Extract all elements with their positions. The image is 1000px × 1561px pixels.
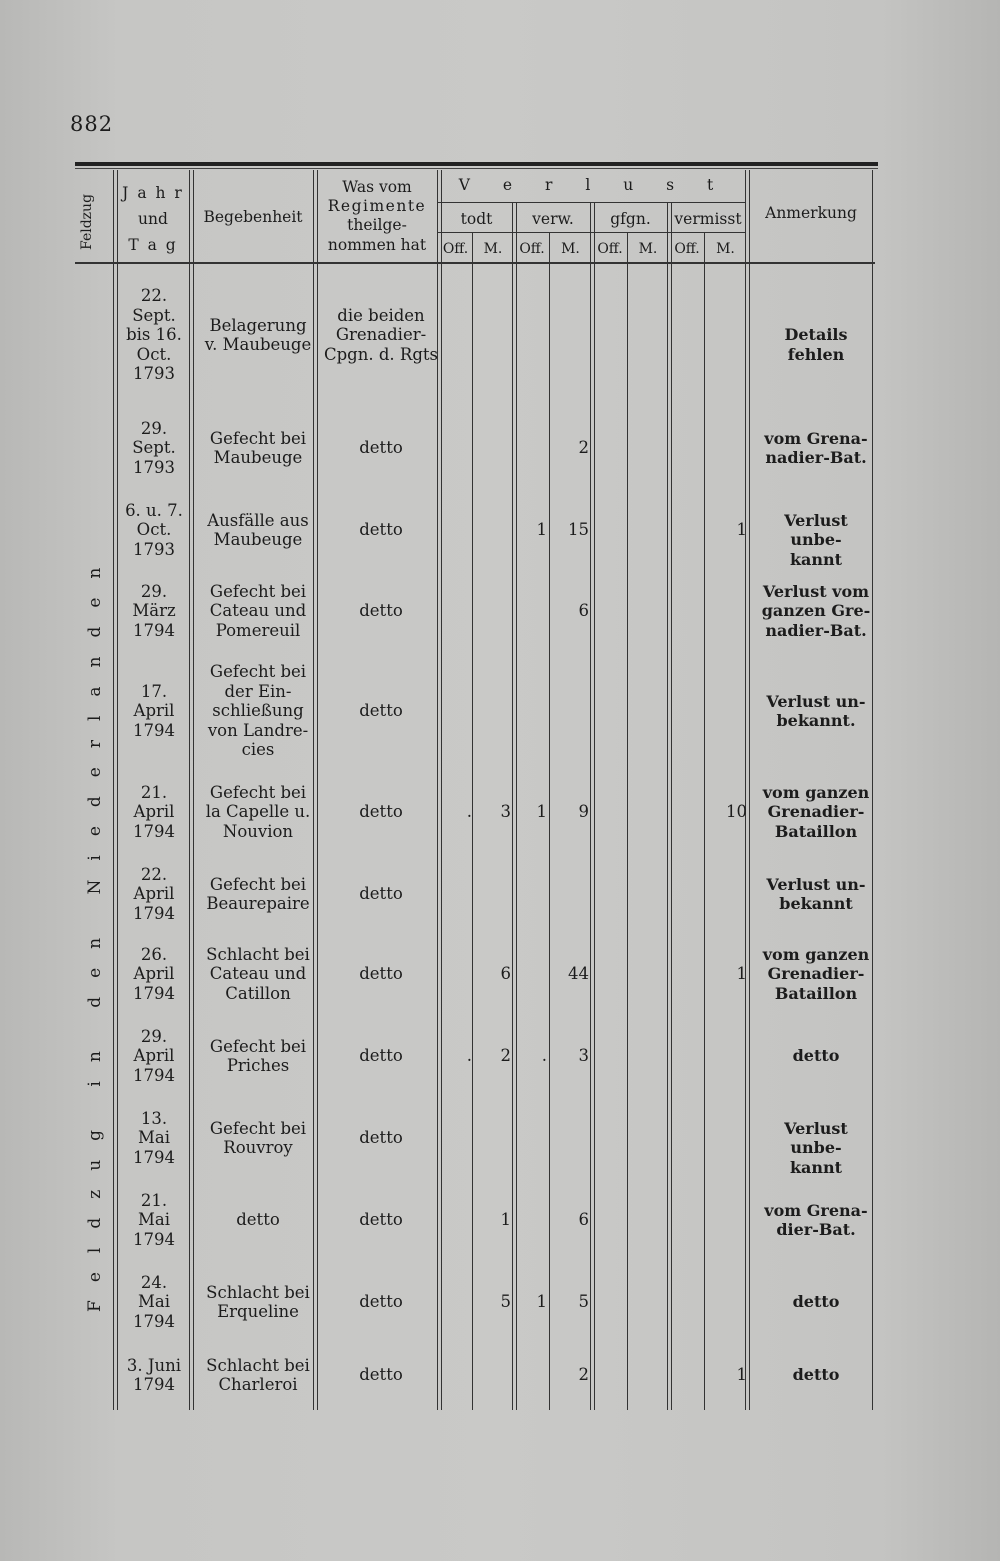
- event-cell-line: Gefecht bei: [209, 874, 307, 894]
- date-cell: [117, 1273, 191, 1332]
- loss-verw-m: 15: [568, 520, 589, 540]
- loss-vermisst-m: 1: [736, 964, 747, 984]
- remark-cell-line: detto: [792, 1046, 840, 1066]
- date-cell-line: 1794: [133, 1065, 175, 1085]
- participants-cell: [320, 1046, 442, 1066]
- remark-cell: [758, 1292, 874, 1312]
- participants-cell-line: detto: [359, 1292, 403, 1312]
- date-cell-line: 22.: [140, 864, 168, 884]
- date-cell-line: 1794: [133, 1229, 175, 1249]
- top-rule: [75, 162, 878, 166]
- header-todt-off: Off.: [442, 241, 469, 257]
- event-cell-line: Priches: [226, 1056, 290, 1075]
- campaign-side-label: Feldzug in den Niederlanden: [85, 548, 105, 1312]
- event-cell-line: Belagerung: [209, 315, 307, 335]
- remark-cell: [758, 429, 874, 468]
- table-row: [75, 1262, 875, 1342]
- event-cell-line: von Landre-: [207, 720, 309, 740]
- loss-todt-m: 2: [500, 1046, 511, 1066]
- table-row: [75, 1098, 875, 1178]
- participants-cell-line: detto: [359, 964, 403, 984]
- date-cell-line: April: [133, 701, 175, 721]
- date-cell-line: 1794: [133, 620, 175, 640]
- loss-verw-m: 9: [578, 802, 589, 822]
- event-cell: [195, 429, 321, 468]
- header-bottom-rule: [75, 262, 875, 264]
- event-cell-line: Gefecht bei: [209, 1036, 307, 1056]
- remark-cell-line: detto: [792, 1292, 840, 1312]
- loss-todt-off: .: [466, 802, 472, 822]
- date-cell-line: 29.: [140, 581, 168, 601]
- header-todt-m: M.: [483, 241, 503, 257]
- remark-cell-line: Grenadier-: [767, 964, 865, 984]
- header-gfgn-off: Off.: [597, 241, 623, 257]
- participants-cell-line: detto: [359, 438, 403, 458]
- event-cell-line: Cateau und: [209, 964, 307, 984]
- event-cell-line: Erqueline: [217, 1302, 299, 1321]
- header-todt: todt: [460, 210, 493, 228]
- event-cell-line: v. Maubeuge: [204, 335, 312, 354]
- participants-cell: [320, 964, 442, 984]
- remark-cell-line: Verlust vom: [762, 581, 870, 601]
- remark-cell-line: bekannt.: [776, 711, 856, 730]
- loss-verw-m: 3: [578, 1046, 589, 1066]
- participants-cell-line: detto: [359, 601, 403, 621]
- remark-cell-line: kannt: [789, 549, 843, 569]
- remark-cell: [758, 325, 874, 364]
- remark-cell-line: vom Grena-: [764, 1200, 868, 1220]
- event-cell-line: Nouvion: [222, 821, 294, 841]
- date-cell-line: 24.: [140, 1272, 168, 1292]
- loss-vermisst-m: 1: [736, 1365, 747, 1385]
- date-cell-line: bis 16.: [126, 325, 182, 345]
- participants-cell: [320, 306, 442, 365]
- participants-cell: [320, 1128, 442, 1148]
- table-row: [75, 652, 875, 770]
- header-und: und: [138, 210, 168, 228]
- event-cell: [195, 945, 321, 1004]
- event-cell-line: Maubeuge: [213, 530, 303, 549]
- loss-table: [75, 170, 875, 1410]
- header-theilge: theilge-: [347, 216, 407, 234]
- event-cell-line: Rouvroy: [223, 1138, 293, 1157]
- header-vermisst-m: M.: [716, 241, 735, 257]
- participants-cell-line: detto: [359, 1210, 403, 1230]
- table-row: [75, 772, 875, 852]
- date-cell-line: 1793: [133, 364, 175, 384]
- remark-cell-line: vom Grena-: [764, 428, 868, 448]
- event-cell-line: Beaurepaire: [206, 894, 310, 913]
- header-anmerkung: Anmerkung: [765, 204, 857, 222]
- date-cell-line: 21.: [140, 1190, 168, 1210]
- date-cell-line: 1794: [133, 983, 175, 1003]
- top-rule-thin: [75, 168, 878, 169]
- event-cell: [195, 662, 321, 760]
- event-cell-line: Schlacht bei: [206, 944, 310, 964]
- header-gfgn-m: M.: [638, 241, 658, 257]
- event-cell-line: Gefecht bei: [209, 428, 307, 448]
- loss-verw-off: 1: [536, 520, 547, 540]
- date-cell-line: 29.: [140, 1026, 168, 1046]
- participants-cell-line: detto: [359, 1128, 403, 1148]
- participants-cell-line: detto: [359, 520, 403, 540]
- date-cell-line: Sept.: [132, 438, 176, 458]
- remark-cell-line: Verlust unbe-: [784, 1118, 848, 1157]
- date-cell: [117, 682, 191, 741]
- loss-verw-m: 44: [568, 964, 589, 984]
- remark-cell: [758, 1365, 874, 1385]
- date-cell-line: April: [133, 1046, 175, 1066]
- date-cell-line: 1794: [133, 821, 175, 841]
- participants-cell-line: detto: [359, 884, 403, 904]
- date-cell-line: Mai: [137, 1210, 170, 1230]
- event-cell: [195, 1037, 321, 1076]
- participants-cell: [320, 701, 442, 721]
- event-cell: [195, 316, 321, 355]
- date-cell-line: 26.: [140, 944, 168, 964]
- event-cell: [195, 1356, 321, 1395]
- date-cell: [117, 783, 191, 842]
- remark-cell: [758, 511, 874, 570]
- event-cell-line: cies: [241, 740, 275, 760]
- remark-cell-line: Verlust un-: [766, 691, 866, 711]
- loss-vermisst-m: 10: [726, 802, 747, 822]
- date-cell-line: Mai: [137, 1292, 170, 1312]
- remark-cell-line: Verlust un-: [766, 874, 866, 894]
- date-cell-line: 29.: [140, 418, 168, 438]
- date-cell-line: Oct.: [136, 520, 172, 540]
- participants-cell-line: die beiden: [337, 305, 425, 325]
- loss-verw-off: 1: [536, 1292, 547, 1312]
- header-regimente: Regimente: [327, 197, 427, 215]
- date-cell: [117, 501, 191, 560]
- remark-cell-line: nadier-Bat.: [765, 448, 867, 467]
- header-verw-m: M.: [561, 241, 580, 257]
- date-cell-line: 1794: [133, 720, 175, 740]
- table-row: [75, 280, 875, 390]
- header-verw: verw.: [532, 210, 574, 228]
- loss-verw-off: 1: [536, 802, 547, 822]
- participants-cell: [320, 1365, 442, 1385]
- date-cell-line: April: [133, 964, 175, 984]
- remark-cell-line: ganzen Gre-: [761, 601, 871, 621]
- header-was-vom: Was vom: [342, 178, 412, 196]
- remark-cell: [758, 1046, 874, 1066]
- participants-cell-line: Grenadier-: [335, 325, 427, 345]
- remark-cell-line: nadier-Bat.: [765, 620, 867, 640]
- participants-cell-line: detto: [359, 1365, 403, 1385]
- loss-verw-m: 6: [578, 1210, 589, 1230]
- remark-cell: [758, 783, 874, 842]
- header-gfgn: gfgn.: [610, 210, 651, 228]
- loss-verw-m: 5: [578, 1292, 589, 1312]
- header-begebenheit: Begebenheit: [203, 208, 303, 226]
- event-cell-line: Maubeuge: [213, 448, 303, 467]
- date-cell-line: 13.: [140, 1108, 168, 1128]
- remark-cell: [758, 692, 874, 731]
- remark-cell-line: kannt: [789, 1157, 843, 1177]
- event-cell-line: Gefecht bei: [209, 581, 307, 601]
- event-cell-line: Gefecht bei: [209, 782, 307, 802]
- event-cell-line: Gefecht bei: [209, 662, 307, 682]
- table-row: [75, 1345, 875, 1405]
- participants-cell: [320, 438, 442, 458]
- date-cell-line: 1794: [133, 1147, 175, 1167]
- table-row: [75, 408, 875, 488]
- remark-cell-line: detto: [792, 1365, 840, 1385]
- event-cell: [195, 582, 321, 641]
- event-cell: [195, 511, 321, 550]
- date-cell-line: 1794: [133, 1311, 175, 1331]
- header-vermisst-off: Off.: [674, 241, 700, 257]
- date-cell-line: Mai: [137, 1128, 170, 1148]
- remark-cell: [758, 875, 874, 914]
- table-row: [75, 934, 875, 1014]
- remark-cell: [758, 1119, 874, 1178]
- loss-vermisst-m: 1: [736, 520, 747, 540]
- remark-cell-line: Bataillon: [774, 983, 858, 1003]
- event-cell: [195, 1210, 321, 1230]
- date-cell-line: 1794: [133, 1375, 175, 1394]
- participants-cell-line: detto: [359, 701, 403, 721]
- header-rule: [437, 202, 745, 203]
- remark-cell-line: vom ganzen: [762, 782, 870, 802]
- date-cell-line: 6. u. 7.: [125, 500, 183, 520]
- remark-cell-line: bekannt: [779, 894, 853, 913]
- date-cell: [117, 1191, 191, 1250]
- event-cell-line: Schlacht bei: [206, 1282, 310, 1302]
- remark-cell-line: Grenadier-: [767, 802, 865, 822]
- date-cell: [117, 1356, 191, 1395]
- header-rule: [437, 232, 745, 233]
- date-cell: [117, 286, 191, 384]
- date-cell: [117, 582, 191, 641]
- remark-cell-line: Details fehlen: [784, 325, 848, 364]
- table-row: [75, 854, 875, 934]
- event-cell-line: der Ein-: [224, 681, 292, 701]
- date-cell-line: April: [133, 884, 175, 904]
- event-cell-line: Ausfälle aus: [207, 510, 309, 530]
- remark-cell-line: Verlust unbe-: [784, 510, 848, 549]
- loss-todt-m: 3: [500, 802, 511, 822]
- date-cell: [117, 1109, 191, 1168]
- participants-cell-line: Cpgn. d. Rgts: [323, 344, 438, 364]
- remark-cell-line: vom ganzen: [762, 944, 870, 964]
- table-row: [75, 571, 875, 651]
- date-cell-line: 21.: [140, 782, 168, 802]
- participants-cell: [320, 1292, 442, 1312]
- participants-cell: [320, 1210, 442, 1230]
- header-verlust: V e r l u s t: [458, 176, 728, 194]
- loss-verw-m: 2: [578, 438, 589, 458]
- participants-cell-line: detto: [359, 802, 403, 822]
- participants-cell-line: detto: [359, 1046, 403, 1066]
- event-cell-line: detto: [236, 1210, 280, 1230]
- date-cell-line: 1793: [133, 539, 175, 559]
- page-number: 882: [70, 112, 114, 136]
- event-cell: [195, 1283, 321, 1322]
- date-cell-line: 3. Juni: [126, 1355, 182, 1375]
- date-cell-line: April: [133, 802, 175, 822]
- loss-todt-off: .: [466, 1046, 472, 1066]
- loss-verw-m: 6: [578, 601, 589, 621]
- date-cell: [117, 865, 191, 924]
- event-cell: [195, 783, 321, 842]
- date-cell-line: 1793: [133, 457, 175, 477]
- table-row: [75, 1180, 875, 1260]
- event-cell-line: Pomereuil: [215, 620, 301, 640]
- event-cell-line: Gefecht bei: [209, 1118, 307, 1138]
- date-cell: [117, 419, 191, 478]
- date-cell-line: 22.: [140, 286, 168, 306]
- header-jahr: J a h r: [122, 184, 184, 202]
- date-cell-line: Sept.: [132, 305, 176, 325]
- loss-verw-m: 2: [578, 1365, 589, 1385]
- loss-todt-m: 6: [500, 964, 511, 984]
- participants-cell: [320, 802, 442, 822]
- loss-todt-m: 1: [500, 1210, 511, 1230]
- header-nommen-hat: nommen hat: [327, 236, 427, 254]
- remark-cell: [758, 1201, 874, 1240]
- event-cell-line: Catillon: [225, 983, 291, 1003]
- header-tag: T a g: [128, 236, 178, 254]
- participants-cell: [320, 884, 442, 904]
- event-cell: [195, 1119, 321, 1158]
- remark-cell: [758, 945, 874, 1004]
- date-cell-line: 17.: [140, 681, 168, 701]
- date-cell: [117, 1027, 191, 1086]
- event-cell-line: la Capelle u.: [205, 802, 311, 822]
- header-vermisst: vermisst: [674, 210, 742, 228]
- remark-cell-line: Bataillon: [774, 821, 858, 841]
- header-feldzug: Feldzug: [79, 193, 95, 251]
- loss-verw-off: .: [541, 1046, 547, 1066]
- loss-todt-m: 5: [500, 1292, 511, 1312]
- remark-cell-line: dier-Bat.: [776, 1220, 856, 1239]
- event-cell-line: Schlacht bei: [206, 1355, 310, 1375]
- date-cell-line: Oct.: [136, 344, 172, 364]
- table-row: [75, 1016, 875, 1096]
- event-cell: [195, 875, 321, 914]
- header-verw-off: Off.: [519, 241, 545, 257]
- event-cell-line: Cateau und: [209, 601, 307, 621]
- table-row: [75, 490, 875, 570]
- event-cell-line: Charleroi: [218, 1375, 298, 1394]
- participants-cell: [320, 520, 442, 540]
- participants-cell: [320, 601, 442, 621]
- date-cell-line: 1794: [133, 903, 175, 923]
- date-cell-line: März: [132, 601, 176, 621]
- date-cell: [117, 945, 191, 1004]
- event-cell-line: schließung: [212, 701, 304, 721]
- remark-cell: [758, 582, 874, 641]
